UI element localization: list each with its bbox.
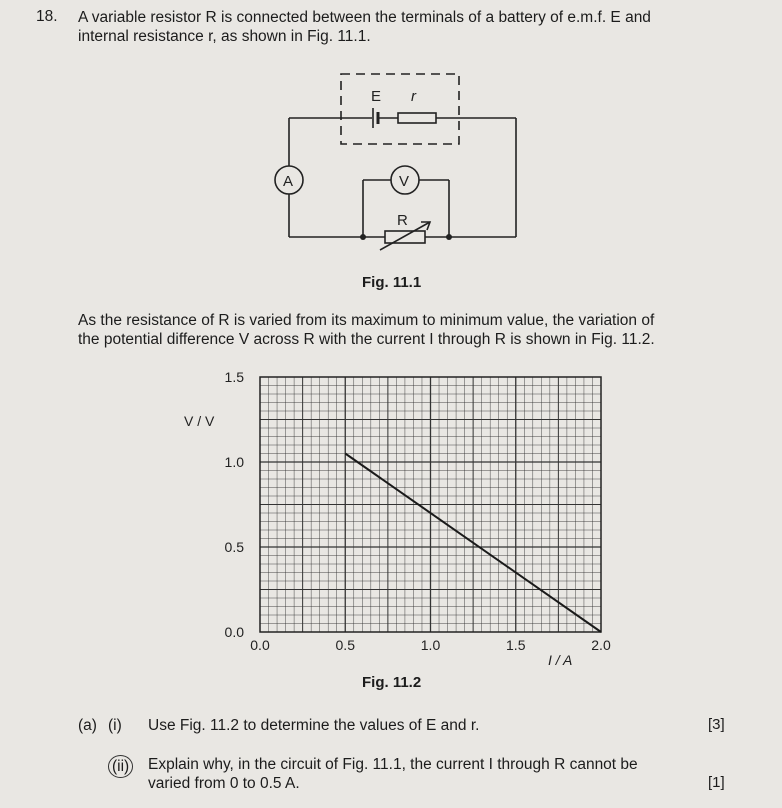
y-tick-label: 0.0 [224,624,244,640]
part-a-i-text: Use Fig. 11.2 to determine the values of E and r. [148,717,480,734]
question-intro-line2: internal resistance r, as shown in Fig. 11.1. [78,28,371,45]
part-a-ii-text-line1: Explain why, in the circuit of Fig. 11.1, the current I through R cannot be [148,756,638,773]
x-tick-label: 1.0 [420,637,441,653]
x-tick-label: 1.5 [506,637,526,653]
x-axis-label: I / A [548,652,573,668]
y-axis-label: V / V [184,413,215,429]
part-a-ii-text-line2: varied from 0 to 0.5 A. [148,775,300,792]
y-tick-label: 0.5 [224,539,244,555]
x-tick-label: 0.5 [335,637,355,653]
part-a-i-marks: [3] [708,716,725,733]
label-V: V [399,173,410,190]
fig-11-2-caption: Fig. 11.2 [362,674,422,691]
y-tick-label: 1.0 [224,454,244,470]
fig-11-1-caption: Fig. 11.1 [362,274,422,291]
label-A: A [283,173,294,190]
label-r: r [411,88,416,105]
part-a-ii-marks: [1] [708,774,725,791]
x-tick-label: 0.0 [250,637,270,653]
question-number: 18. [36,8,58,25]
x-tick-label: 2.0 [591,637,611,653]
label-R: R [397,212,408,229]
description-line2: the potential difference V across R with the current I through R is shown in Fig. 11.2. [78,331,655,348]
y-tick-label: 1.5 [224,369,244,385]
description-line1: As the resistance of R is varied from its maximum to minimum value, the variation of [78,312,655,329]
question-intro-line1: A variable resistor R is connected between the terminals of a battery of e.m.f. E and [78,9,651,26]
part-a-ii-label: (ii) [108,755,133,778]
part-a-i-label: (i) [108,717,122,734]
part-a-label: (a) [78,717,97,734]
label-E: E [371,88,382,105]
